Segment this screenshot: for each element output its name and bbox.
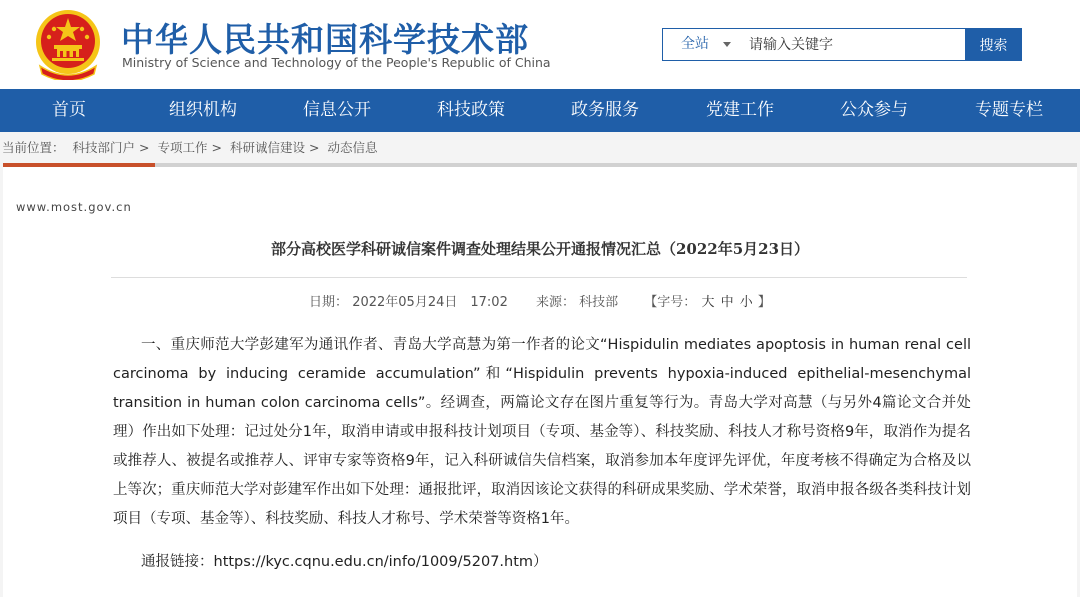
breadcrumb-link-special[interactable]: 专项工作 bbox=[157, 140, 208, 155]
article-paragraph: 一、重庆师范大学彭建军为通讯作者、青岛大学高慧为第一作者的论文“Hispidulin mediates apoptosis in human renal cell carcinoma by inducing ceramide accumulation”和“Hispidulin prevents hypoxia-induced epithelial-mesenchymal transition in human colon carcinoma cells”。经调查，两篇论文存在图片重复等行为。青岛大学对高慧（与另外4篇论文合并处理）作出如下处理：记过处分1年，取消申请或申报科技计划项目（专项、基金等）、科技奖励、科技人才称号资格9年，取消作为提名或推荐人、被提名或推荐人、评审专家等资格9年，记入科研诚信失信档案，取消参加本年度评先评优，年度考核不得确定为合格及以上等次；重庆师范大学对彭建军作出如下处理：通报批评，取消因该论文获得的科研成果奖励、学术荣誉，取消申报各级各类科技计划项目（专项、基金等）、科技奖励、科技人才称号、学术荣誉等资格1年。 bbox=[113, 337, 971, 527]
breadcrumb-separator: > bbox=[308, 140, 320, 155]
font-size-control bbox=[644, 295, 771, 310]
nav-item-party[interactable]: 党建工作 bbox=[706, 100, 774, 120]
breadcrumb-separator: > bbox=[139, 140, 150, 155]
title-divider bbox=[111, 277, 967, 278]
font-size-medium-button[interactable]: 中 bbox=[720, 295, 734, 310]
nav-item-public[interactable]: 公众参与 bbox=[840, 100, 908, 120]
chevron-down-icon bbox=[723, 42, 731, 47]
font-size-large-button[interactable]: 大 bbox=[701, 295, 715, 310]
font-size-label: 【字号： bbox=[644, 295, 697, 310]
font-size-close: 】 bbox=[757, 295, 771, 310]
breadcrumb-link-news[interactable]: 动态信息 bbox=[327, 140, 378, 155]
search-scope-select[interactable] bbox=[662, 28, 742, 61]
nav-item-topics[interactable]: 专题专栏 bbox=[975, 100, 1043, 120]
article-meta bbox=[3, 291, 1077, 310]
nav-item-organization[interactable]: 组织机构 bbox=[169, 100, 237, 120]
nav-item-policy[interactable]: 科技政策 bbox=[437, 100, 505, 120]
date-label: 日期： bbox=[309, 295, 349, 310]
article-date: 2022年05月24日 17:02 bbox=[352, 295, 508, 310]
site-domain: www.most.gov.cn bbox=[16, 200, 132, 214]
national-emblem-icon[interactable] bbox=[34, 8, 102, 80]
nav-item-services[interactable]: 政务服务 bbox=[571, 100, 639, 120]
search-scope-value: 全站 bbox=[681, 36, 709, 52]
article-source: 科技部 bbox=[579, 295, 619, 310]
article-title: 部分高校医学科研诚信案件调查处理结果公开通报情况汇总（2022年5月23日） bbox=[270, 240, 810, 258]
report-link[interactable]: 通报链接：https://kyc.cqnu.edu.cn/info/1009/5207.htm） bbox=[141, 554, 548, 570]
breadcrumb-link-integrity[interactable]: 科研诚信建设 bbox=[229, 140, 305, 155]
site-subtitle: Ministry of Science and Technology of the People's Republic of China bbox=[122, 55, 551, 70]
search-bar bbox=[662, 28, 1022, 61]
site-header bbox=[0, 0, 1080, 89]
nav-item-home[interactable]: 首页 bbox=[52, 100, 86, 120]
source-label: 来源： bbox=[535, 295, 575, 310]
font-size-small-button[interactable]: 小 bbox=[739, 295, 753, 310]
breadcrumb-separator: > bbox=[211, 140, 222, 155]
site-title: 中华人民共和国科学技术部 bbox=[121, 20, 529, 59]
search-button[interactable]: 搜索 bbox=[965, 28, 1022, 61]
main-nav bbox=[0, 89, 1080, 132]
nav-item-info-disclosure[interactable]: 信息公开 bbox=[303, 100, 371, 120]
search-input[interactable] bbox=[741, 28, 982, 61]
article-panel bbox=[3, 163, 1077, 597]
breadcrumb-link-portal[interactable]: 科技部门户 bbox=[72, 140, 136, 155]
breadcrumb-label: 当前位置： bbox=[2, 140, 65, 155]
accent-bar bbox=[3, 163, 155, 167]
breadcrumb bbox=[0, 132, 1080, 163]
